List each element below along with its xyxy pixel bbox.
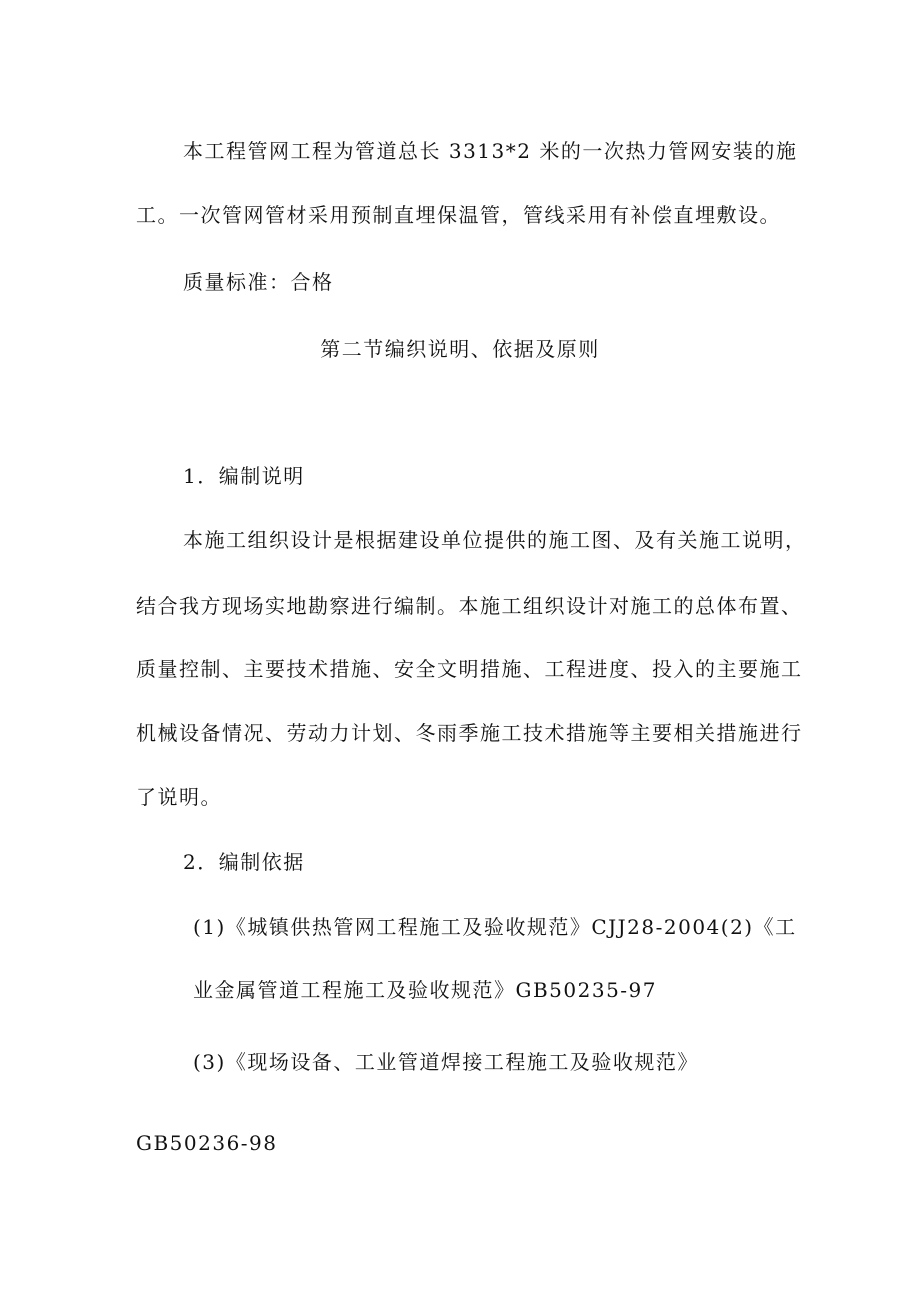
reference-line: (1)《城镇供热管网工程施工及验收规范》CJJ28-2004(2)《工 (193, 915, 797, 939)
overview-line-2: 工。一次管网管材采用预制直埋保温管，管线采用有补偿直埋敷设。 (136, 203, 781, 227)
subsection-1-line: 结合我方现场实地勘察进行编制。本施工组织设计对施工的总体布置、 (136, 594, 803, 618)
subsection-1-line: 本施工组织设计是根据建设单位提供的施工图、及有关施工说明， (183, 528, 807, 552)
subsection-1-line: 了说明。 (136, 785, 222, 809)
reference-line: GB50236-98 (136, 1131, 278, 1155)
subsection-2-heading: 2．编制依据 (183, 850, 305, 874)
reference-line: 业金属管道工程施工及验收规范》GB50235-97 (193, 978, 658, 1002)
overview-line-1: 本工程管网工程为管道总长 3313*2 米的一次热力管网安装的施 (183, 139, 798, 163)
subsection-1-heading: 1．编制说明 (183, 464, 305, 488)
reference-line: (3)《现场设备、工业管道焊接工程施工及验收规范》 (193, 1050, 699, 1074)
section-title: 第二节编织说明、依据及原则 (320, 337, 600, 361)
quality-standard: 质量标准：合格 (183, 270, 334, 294)
subsection-1-line: 质量控制、主要技术措施、安全文明措施、工程进度、投入的主要施工 (136, 657, 803, 681)
subsection-1-line: 机械设备情况、劳动力计划、冬雨季施工技术措施等主要相关措施进行 (136, 721, 803, 745)
